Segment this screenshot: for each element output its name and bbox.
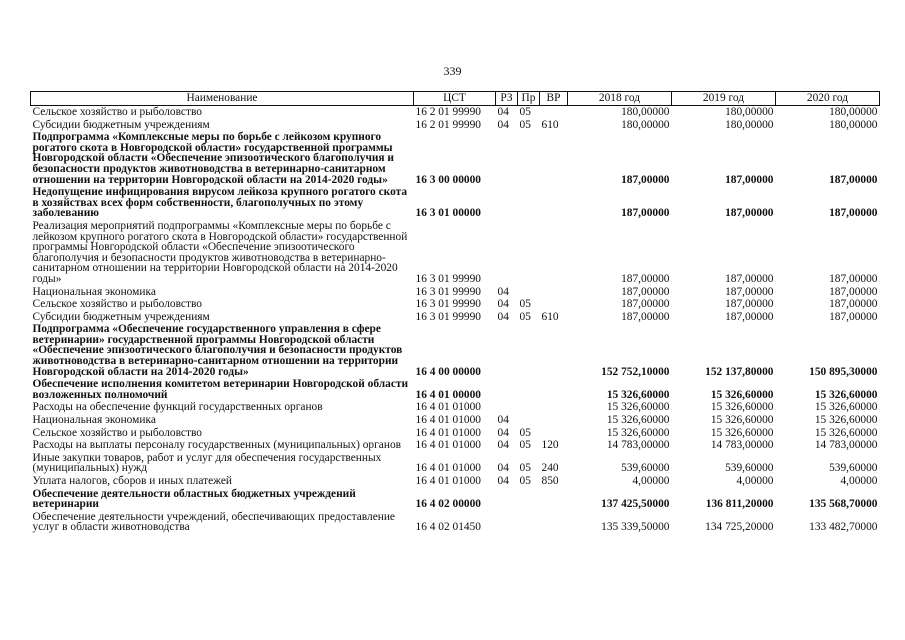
cell-2018: 539,60000: [621, 462, 670, 475]
cell-cst: 16 4 02 00000: [415, 498, 481, 511]
cell-rz: [496, 488, 518, 511]
table-row: [31, 323, 880, 378]
cell-2019: 180,00000: [725, 118, 774, 131]
cell-2019: 14 783,00000: [710, 439, 774, 452]
cell-name: Недопущение инфицирования вирусом лейкоза крупного рогатого скота в хозяйствах всех форм собственности, благополучных по этому заболеванию: [32, 186, 408, 220]
table-row: [31, 414, 880, 427]
cell-2020: 180,00000: [829, 118, 878, 131]
cell-name: Субсидии бюджетным учреждениям: [32, 310, 210, 323]
cell-2018: 135 339,50000: [601, 521, 670, 534]
cell-pr: [518, 220, 540, 286]
cell-2020: 135 568,70000: [809, 498, 878, 511]
table-row: [31, 488, 880, 511]
cell-2019: 187,00000: [725, 207, 774, 220]
cell-2020: 187,00000: [829, 298, 878, 311]
cell-cst: 16 4 01 01000: [415, 426, 481, 439]
cell-2020: 187,00000: [829, 285, 878, 298]
cell-name: Обеспечение деятельности учреждений, обеспечивающих предоставление услуг в области животноводства: [32, 510, 395, 534]
cell-2020: 133 482,70000: [809, 521, 878, 534]
cell-rz: [496, 323, 518, 378]
cell-2019: 136 811,20000: [705, 498, 774, 511]
table-row: [31, 131, 880, 186]
cell-cst: 16 4 01 01000: [415, 401, 481, 414]
cell-2020: 15 326,60000: [814, 388, 878, 401]
cell-vr: [540, 186, 568, 220]
cell-name: Национальная экономика: [32, 285, 156, 298]
cell-2020: 187,00000: [829, 207, 878, 220]
cell-2020: 187,00000: [829, 272, 878, 285]
cell-2019: 187,00000: [725, 298, 774, 311]
cell-cst: 16 3 01 99990: [415, 272, 481, 285]
cell-vr: 850: [541, 475, 559, 487]
cell-pr: [518, 186, 540, 220]
cell-vr: 610: [541, 118, 559, 131]
cell-rz: 04: [497, 426, 509, 439]
cell-2019: 187,00000: [725, 173, 774, 186]
cell-2020: 180,00000: [829, 106, 878, 118]
table-row: [31, 401, 880, 414]
cell-name: Подпрограмма «Обеспечение государственного управления в сфере ветеринарии» государственной программы Новгородской области «Обеспечение эпизоотического благополучия и безопасности продуктов животноводства в ветеринарно-санитарном отношении на территории Новгородской области на 2014-2020 годы»: [32, 323, 403, 378]
cell-cst: 16 4 01 01000: [415, 462, 481, 475]
cell-cst: 16 4 01 00000: [415, 388, 481, 401]
cell-2018: 180,00000: [621, 106, 670, 118]
col-header-vr: ВР: [540, 92, 568, 106]
cell-2019: 15 326,60000: [710, 401, 774, 414]
cell-vr: [540, 298, 568, 311]
cell-vr: [540, 511, 568, 534]
table-row: [31, 511, 880, 534]
cell-name: Сельское хозяйство и рыболовство: [32, 298, 202, 311]
cell-vr: [540, 427, 568, 440]
cell-2018: 187,00000: [621, 310, 670, 323]
table-row: [31, 220, 880, 286]
table-row: [31, 427, 880, 440]
cell-2019: 187,00000: [725, 310, 774, 323]
cell-cst: 16 3 01 99990: [415, 285, 481, 298]
cell-pr: [518, 286, 540, 299]
table-row: [31, 378, 880, 401]
cell-name: Расходы на выплаты персоналу государственных (муниципальных) органов: [32, 439, 402, 452]
col-header-2019: 2019 год: [672, 92, 776, 106]
cell-cst: 16 2 01 99990: [415, 106, 481, 118]
cell-name: Обеспечение деятельности областных бюджетных учреждений ветеринарии: [32, 487, 356, 511]
cell-name: Обеспечение исполнения комитетом ветеринарии Новгородской области возложенных полномочий: [32, 378, 409, 401]
cell-vr: 240: [541, 462, 559, 475]
cell-2019: 187,00000: [725, 285, 774, 298]
cell-pr: [518, 511, 540, 534]
col-header-2018: 2018 год: [568, 92, 672, 106]
cell-vr: [540, 131, 568, 186]
cell-2018: 187,00000: [621, 298, 670, 311]
cell-name: Сельское хозяйство и рыболовство: [32, 426, 202, 439]
cell-2018: 187,00000: [621, 272, 670, 285]
cell-2018: 15 326,60000: [606, 426, 670, 439]
cell-cst: 16 3 00 00000: [415, 173, 481, 186]
cell-name: Подпрограмма «Комплексные меры по борьбе с лейкозом крупного рогатого скота в Новгородской области» государственной программы Новгородской области «Обеспечение эпизоотического благополучия и безопасности продуктов животноводства в ветеринарно-санитарном отношении на территории Новгородской области на 2014-2020 годы»: [32, 131, 394, 186]
cell-pr: 05: [519, 298, 531, 311]
cell-rz: [496, 511, 518, 534]
table-row: [31, 298, 880, 311]
cell-pr: [518, 488, 540, 511]
cell-2020: 4,00000: [840, 475, 878, 487]
cell-2019: 134 725,20000: [705, 521, 774, 534]
table-row: [31, 119, 880, 132]
cell-2019: 152 137,80000: [705, 365, 774, 378]
cell-vr: [540, 488, 568, 511]
col-header-cst: ЦСТ: [414, 92, 496, 106]
table-row: [31, 286, 880, 299]
cell-pr: 05: [519, 426, 531, 439]
cell-vr: [540, 286, 568, 299]
cell-2018: 187,00000: [621, 173, 670, 186]
cell-pr: 05: [519, 439, 531, 452]
cell-vr: [540, 106, 568, 119]
cell-pr: 05: [519, 475, 531, 487]
cell-pr: [518, 378, 540, 401]
cell-pr: 05: [519, 118, 531, 131]
cell-2019: 15 326,60000: [710, 388, 774, 401]
cell-pr: [518, 414, 540, 427]
cell-2020: 187,00000: [829, 173, 878, 186]
cell-cst: 16 2 01 99990: [415, 118, 481, 131]
cell-name: Уплата налогов, сборов и иных платежей: [32, 475, 232, 487]
cell-2018: 15 326,60000: [606, 388, 670, 401]
cell-pr: [518, 323, 540, 378]
cell-rz: [496, 131, 518, 186]
cell-rz: [496, 401, 518, 414]
table-body: [31, 106, 880, 534]
cell-vr: 610: [541, 310, 559, 323]
cell-2018: 15 326,60000: [606, 401, 670, 414]
cell-2019: 539,60000: [725, 462, 774, 475]
cell-name: Субсидии бюджетным учреждениям: [32, 118, 210, 131]
cell-name: Расходы на обеспечение функций государственных органов: [32, 401, 323, 414]
cell-rz: [496, 378, 518, 401]
cell-2020: 539,60000: [829, 462, 878, 475]
table-row: [31, 186, 880, 220]
cell-rz: 04: [497, 475, 509, 487]
cell-rz: 04: [497, 298, 509, 311]
cell-vr: [540, 401, 568, 414]
cell-2018: 15 326,60000: [606, 414, 670, 427]
cell-2019: 187,00000: [725, 272, 774, 285]
cell-rz: 04: [497, 462, 509, 475]
cell-cst: 16 4 00 00000: [415, 365, 481, 378]
cell-cst: 16 3 01 00000: [415, 207, 481, 220]
cell-cst: 16 4 01 01000: [415, 414, 481, 427]
cell-name: Сельское хозяйство и рыболовство: [32, 106, 202, 118]
table-header-row: [31, 92, 880, 106]
col-header-name: Наименование: [31, 92, 414, 106]
cell-vr: [540, 220, 568, 286]
cell-2018: 180,00000: [621, 118, 670, 131]
cell-2020: 14 783,00000: [814, 439, 878, 452]
cell-2019: 15 326,60000: [710, 426, 774, 439]
cell-pr: [518, 401, 540, 414]
table-row: [31, 475, 880, 488]
cell-2020: 150 895,30000: [809, 365, 878, 378]
cell-rz: 04: [497, 285, 509, 298]
cell-cst: 16 3 01 99990: [415, 298, 481, 311]
cell-2019: 180,00000: [725, 106, 774, 118]
cell-name: Реализация мероприятий подпрограммы «Комплексные меры по борьбе с лейкозом крупного рогатого скота в Новгородской области» государственной программы Новгородской области «Обеспечение эпизоотического благополучия и безопасности продуктов животноводства в ветеринарно-санитарном отношении на территории Новгородской области на 2014-2020 годы»: [32, 219, 408, 285]
cell-2018: 4,00000: [632, 475, 670, 487]
col-header-pr: Пр: [518, 92, 540, 106]
col-header-rz: РЗ: [496, 92, 518, 106]
cell-rz: [496, 220, 518, 286]
cell-cst: 16 4 01 01000: [415, 439, 481, 452]
cell-rz: 04: [497, 414, 509, 427]
cell-2018: 14 783,00000: [606, 439, 670, 452]
cell-2019: 15 326,60000: [710, 414, 774, 427]
cell-cst: 16 3 01 99990: [415, 310, 481, 323]
cell-2020: 15 326,60000: [814, 401, 878, 414]
cell-pr: 05: [519, 106, 531, 118]
page-number: 339: [443, 64, 462, 78]
cell-cst: 16 4 01 01000: [415, 475, 481, 487]
cell-rz: 04: [497, 118, 509, 131]
table-row: [31, 452, 880, 475]
cell-rz: 04: [497, 310, 509, 323]
table-row: [31, 106, 880, 119]
cell-name: Иные закупки товаров, работ и услуг для обеспечения государственных (муниципальных) нужд: [32, 451, 382, 475]
cell-vr: 120: [541, 439, 559, 452]
cell-2020: 15 326,60000: [814, 426, 878, 439]
cell-vr: [540, 323, 568, 378]
cell-2018: 152 752,10000: [601, 365, 670, 378]
cell-2019: 4,00000: [736, 475, 774, 487]
cell-rz: 04: [497, 106, 509, 118]
cell-2018: 187,00000: [621, 207, 670, 220]
cell-rz: 04: [497, 439, 509, 452]
table-row: [31, 439, 880, 452]
budget-table: [30, 91, 880, 534]
cell-name: Национальная экономика: [32, 414, 156, 427]
cell-pr: 05: [519, 462, 531, 475]
cell-vr: [540, 414, 568, 427]
table-row: [31, 311, 880, 324]
cell-2018: 187,00000: [621, 285, 670, 298]
cell-rz: [496, 186, 518, 220]
cell-pr: [518, 131, 540, 186]
cell-2018: 137 425,50000: [601, 498, 670, 511]
cell-vr: [540, 378, 568, 401]
cell-cst: 16 4 02 01450: [415, 521, 481, 534]
cell-2020: 15 326,60000: [814, 414, 878, 427]
col-header-2020: 2020 год: [776, 92, 880, 106]
cell-2020: 187,00000: [829, 310, 878, 323]
cell-pr: 05: [519, 310, 531, 323]
